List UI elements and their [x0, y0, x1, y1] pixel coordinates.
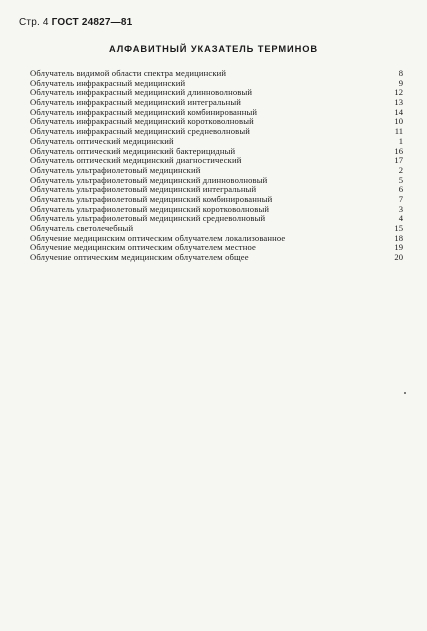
page-number-label: Стр. 4: [19, 17, 49, 28]
index-term: Облучатель видимой области спектра медицинский: [30, 68, 227, 78]
index-term: Облучатель ультрафиолетовый медицинский: [30, 164, 201, 175]
index-page-number: 6: [398, 184, 403, 195]
index-term: Облучатель ультрафиолетовый медицинский интегральный: [30, 184, 257, 195]
index-page-number: 1: [398, 135, 403, 146]
index-page-number: 2: [398, 164, 403, 175]
index-term: Облучатель ультрафиолетовый медицинский коротковолновый: [30, 203, 270, 214]
index-entry: [30, 253, 403, 263]
index-page-number: 16: [394, 145, 403, 156]
index-title: АЛФАВИТНЫЙ УКАЗАТЕЛЬ ТЕРМИНОВ: [109, 44, 318, 54]
index-page-number: 7: [398, 193, 403, 204]
index-term: Облучатель светолечебный: [30, 223, 134, 233]
index-page-number: 12: [394, 87, 403, 98]
scan-speck: [404, 392, 406, 394]
index-page-number: 11: [394, 126, 403, 137]
standard-designation: ГОСТ 24827—81: [51, 17, 133, 28]
index-page-number: 15: [394, 223, 403, 233]
index-page-number: 20: [394, 252, 403, 263]
index-page-number: 10: [394, 116, 403, 127]
index-page-number: 3: [398, 203, 403, 214]
index-term: Облучатель оптический медицинский бактерицидный: [30, 145, 236, 156]
index-term: Облучатель оптический медицинский: [30, 135, 174, 146]
index-term: Облучатель ультрафиолетовый медицинский длинноволновый: [30, 174, 268, 185]
page-header: [19, 17, 132, 28]
index-page-number: 14: [394, 106, 403, 117]
index-term: Облучение медицинским оптическим облучателем локализованное: [30, 232, 286, 243]
index-term: Облучатель инфракрасный медицинский длинноволновый: [30, 87, 253, 98]
index-page-number: 18: [394, 232, 403, 243]
index-term: Облучатель оптический медицинский диагностический: [30, 155, 242, 166]
index-page-number: 17: [394, 155, 403, 166]
index-term: Облучение медицинским оптическим облучателем местное: [30, 242, 256, 253]
index-term: Облучатель инфракрасный медицинский коротковолновый: [30, 116, 254, 127]
index-term: Облучатель инфракрасный медицинский: [30, 77, 186, 88]
index-page-number: 19: [394, 242, 403, 253]
index-page-number: 4: [398, 213, 403, 224]
index-page-number: 5: [398, 174, 403, 185]
index-term: Облучатель ультрафиолетовый медицинский комбинированный: [30, 193, 273, 204]
index-page-number: 8: [398, 68, 403, 78]
index-term: Облучатель ультрафиолетовый медицинский средневолновый: [30, 213, 266, 224]
index-term: Облучатель инфракрасный медицинский интегральный: [30, 97, 241, 108]
index-page-number: 13: [394, 97, 403, 108]
index-term: Облучение оптическим медицинским облучателем общее: [30, 252, 249, 263]
index-term: Облучатель инфракрасный медицинский средневолновый: [30, 126, 251, 137]
index-page-number: 9: [398, 77, 403, 88]
index-term: Облучатель инфракрасный медицинский комбинированный: [30, 106, 258, 117]
alphabetical-index: [30, 69, 403, 263]
